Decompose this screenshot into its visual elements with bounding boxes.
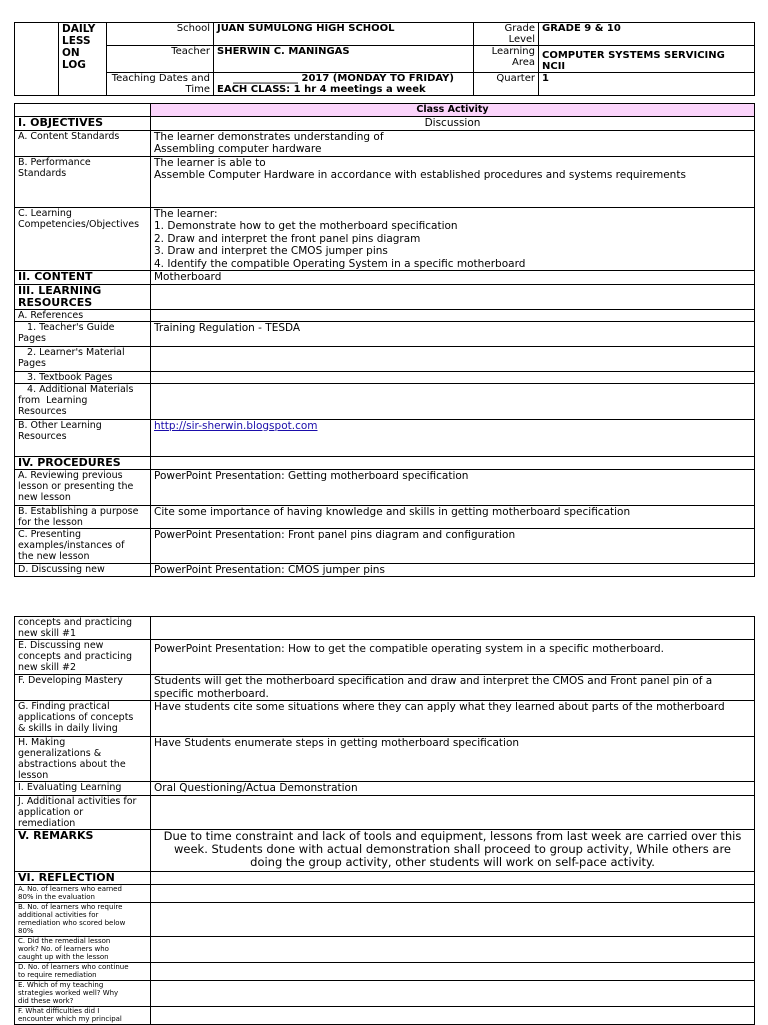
proc-g-label (15, 701, 151, 737)
resources-heading (15, 284, 151, 309)
learners-material-label (15, 346, 151, 371)
competencies-value (151, 207, 755, 271)
blank-cell (151, 456, 755, 469)
area-label-line: Learning (491, 46, 535, 57)
text-line: strategies worked well? Why (18, 988, 119, 997)
text-line: 1. Demonstrate how to get the motherboard specification (154, 220, 458, 232)
class-activity-heading: Class Activity (151, 104, 755, 117)
text-line: 1. Teacher's Guide (18, 321, 115, 333)
text-line: J. Additional activities for (18, 795, 137, 807)
text-line: application or (18, 806, 84, 818)
references-label: A. References (15, 309, 151, 321)
text-line: Pages (18, 357, 46, 369)
text-line: remediation (18, 817, 76, 829)
area-label (474, 46, 539, 73)
grade-label-line: Grade (504, 23, 535, 34)
proc-b-label (15, 505, 151, 528)
text-line: A. No. of learners who earned (18, 884, 122, 893)
teachers-guide-label (15, 321, 151, 346)
text-line: remediation who scored below (18, 918, 126, 927)
text-line: Standards (18, 167, 67, 179)
dates-line: _____________ 2017 (MONDAY TO FRIDAY) (233, 73, 454, 84)
text-line: concepts and practicing (18, 651, 132, 662)
text-line: The learner demonstrates understanding of (154, 130, 384, 143)
text-line: caught up with the lesson (18, 952, 109, 961)
text-line: Due to time constraint and lack of tools and equipment, lessons from last week are carried over this (163, 829, 742, 843)
text-line: Pages (18, 332, 46, 344)
text-line: generalizations & (18, 748, 102, 759)
proc-a-value: PowerPoint Presentation: Getting motherboard specification (151, 469, 755, 505)
dates-label (107, 73, 214, 96)
dll-title-line: ON (62, 47, 80, 59)
remarks-value (151, 829, 755, 871)
text-line: & skills in daily living (18, 723, 118, 734)
text-line: C. Did the remedial lesson (18, 936, 111, 945)
text-line: applications of concepts (18, 712, 134, 723)
text-line: F. What difficulties did I (18, 1006, 100, 1015)
blank-cell (151, 309, 755, 321)
text-line: 4. Additional Materials (18, 383, 134, 395)
text-line: Assembling computer hardware (154, 143, 322, 155)
blank-cell (151, 346, 755, 371)
text-line: 3. Draw and interpret the CMOS jumper pins (154, 245, 388, 257)
ref-d-label (15, 962, 151, 980)
ref-e-label (15, 980, 151, 1006)
text-line: 80% (18, 926, 34, 935)
performance-value (151, 156, 755, 207)
additional-materials-label (15, 383, 151, 419)
text-line: A. Reviewing previous (18, 469, 123, 481)
school-label: School (107, 23, 214, 46)
proc-b-value: Cite some importance of having knowledge and skills in getting motherboard specification (151, 505, 755, 528)
text-line: The learner: (154, 207, 218, 220)
text-line: B. Other Learning (18, 419, 102, 431)
dll-title (59, 23, 107, 96)
proc-c-label (15, 528, 151, 563)
grade-value: GRADE 9 & 10 (539, 23, 755, 46)
text-line: E. Which of my teaching (18, 980, 104, 989)
text-line: lesson (18, 770, 49, 781)
text-line: 4. Identify the compatible Operating System in a specific motherboard (154, 257, 526, 270)
text-line: examples/instances of (18, 539, 125, 551)
text-line: C. Learning (18, 207, 72, 219)
text-line: new skill #2 (18, 662, 77, 673)
text-line: to require remediation (18, 970, 97, 979)
blank-cell (151, 871, 755, 884)
ref-c-label (15, 936, 151, 962)
text-line: H. Making (18, 737, 66, 748)
blog-link[interactable]: http://sir-sherwin.blogspot.com (154, 419, 318, 432)
text-line: from Learning (18, 394, 88, 406)
content-standards-value (151, 130, 755, 156)
text-line: The learner is able to (154, 156, 266, 169)
proc-d-label-cont (15, 617, 151, 640)
proc-f-value (151, 675, 755, 701)
procedures-heading: IV. PROCEDURES (15, 456, 151, 469)
proc-i-value: Oral Questioning/Actua Demonstration (151, 782, 755, 796)
proc-h-value: Have Students enumerate steps in getting motherboard specification (151, 737, 755, 782)
proc-e-value: PowerPoint Presentation: How to get the compatible operating system in a specific motherboard. (151, 640, 755, 675)
dates-label-line: Teaching Dates and (111, 73, 210, 84)
text-line: E. Discussing new (18, 640, 104, 651)
proc-d-label: D. Discussing new (15, 563, 151, 577)
competencies-label (15, 207, 151, 271)
content-heading: II. CONTENT (15, 271, 151, 285)
proc-c-value: PowerPoint Presentation: Front panel pins diagram and configuration (151, 528, 755, 563)
text-line: additional activities for (18, 910, 99, 919)
content-value: Motherboard (151, 271, 755, 285)
proc-a-label (15, 469, 151, 505)
text-line: Resources (18, 405, 67, 417)
text-line: specific motherboard. (154, 687, 269, 700)
textbook-label: 3. Textbook Pages (15, 371, 151, 383)
dll-title-line: DAILY (62, 23, 96, 35)
dates-label-line: Time (185, 84, 210, 95)
blank-cell (151, 1006, 755, 1024)
blank-cell (151, 617, 755, 640)
text-line: RESOURCES (18, 295, 93, 309)
text-line: work? No. of learners who (18, 944, 109, 953)
header-blank-cell (15, 23, 59, 96)
text-line: III. LEARNING (18, 284, 102, 297)
text-line: Assemble Computer Hardware in accordance with established procedures and systems requirements (154, 169, 686, 181)
area-value: COMPUTER SYSTEMS SERVICING NCII (539, 46, 755, 73)
teacher-label: Teacher (107, 46, 214, 73)
text-line: B. No. of learners who require (18, 902, 123, 911)
header-table (14, 22, 755, 96)
text-line: Resources (18, 430, 67, 442)
reflection-heading: VI. REFLECTION (15, 871, 151, 884)
teacher-value: SHERWIN C. MANINGAS (214, 46, 474, 73)
text-line: 2. Learner's Material (18, 346, 125, 358)
text-line: did these work? (18, 996, 74, 1005)
ref-a-label (15, 884, 151, 902)
objectives-heading: I. OBJECTIVES (15, 117, 151, 131)
ref-f-label (15, 1006, 151, 1024)
proc-f-label: F. Developing Mastery (15, 675, 151, 701)
discussion-cell: Discussion (151, 117, 755, 131)
text-line: new skill #1 (18, 628, 77, 639)
ref-b-label (15, 902, 151, 936)
text-line: encounter which my principal (18, 1014, 122, 1023)
blank-cell (15, 104, 151, 117)
dates-value (214, 73, 474, 96)
text-line: the new lesson (18, 550, 90, 562)
text-line: Competencies/Objectives (18, 218, 140, 230)
text-line: for the lesson (18, 516, 83, 528)
blank-cell (151, 284, 755, 309)
proc-e-label (15, 640, 151, 675)
text-line: week. Students done with actual demonstration shall proceed to group activity, While others are (173, 841, 731, 856)
remarks-heading: V. REMARKS (15, 829, 151, 871)
school-value: JUAN SUMULONG HIGH SCHOOL (214, 23, 474, 46)
blank-cell (151, 936, 755, 962)
blank-cell (151, 902, 755, 936)
blank-cell (151, 371, 755, 383)
lesson-plan-table (14, 103, 755, 577)
lesson-plan-table-continued (14, 616, 755, 1025)
time-line: EACH CLASS: 1 hr 4 meetings a week (217, 84, 426, 95)
text-line: B. Establishing a purpose (18, 505, 139, 517)
text-line: Students will get the motherboard specification and draw and interpret the CMOS and Front panel pin of a (154, 675, 713, 687)
proc-g-value: Have students cite some situations where they can apply what they learned about parts of the motherboard (151, 701, 755, 737)
blank-cell (151, 383, 755, 419)
quarter-label: Quarter (474, 73, 539, 96)
other-resources-label (15, 419, 151, 456)
text-line: G. Finding practical (18, 701, 110, 712)
text-line: abstractions about the (18, 759, 126, 770)
proc-d-value: PowerPoint Presentation: CMOS jumper pins (151, 563, 755, 577)
text-line: lesson or presenting the (18, 480, 134, 492)
text-line: 80% in the evaluation (18, 892, 95, 901)
text-line: concepts and practicing (18, 617, 132, 628)
blank-cell (151, 795, 755, 829)
blank-cell (151, 980, 755, 1006)
dll-title-line: LESS (62, 35, 91, 47)
dll-title-line: LOG (62, 59, 86, 71)
quarter-value: 1 (539, 73, 755, 96)
proc-i-label: I. Evaluating Learning (15, 782, 151, 796)
area-label-line: Area (511, 57, 535, 68)
text-line: B. Performance (18, 156, 91, 168)
content-standards-label: A. Content Standards (15, 130, 151, 156)
teachers-guide-value: Training Regulation - TESDA (151, 321, 755, 346)
grade-label (474, 23, 539, 46)
blank-cell (151, 884, 755, 902)
grade-label-line: Level (508, 34, 535, 45)
text-line: 2. Draw and interpret the front panel pins diagram (154, 232, 421, 245)
other-resources-value (151, 419, 755, 456)
performance-label (15, 156, 151, 207)
blank-cell (151, 962, 755, 980)
text-line: C. Presenting (18, 528, 82, 540)
proc-j-label (15, 795, 151, 829)
proc-h-label (15, 737, 151, 782)
text-line: D. No. of learners who continue (18, 962, 129, 971)
text-line: doing the group activity, other students will work on self-pace activity. (250, 854, 655, 869)
text-line: new lesson (18, 491, 71, 503)
